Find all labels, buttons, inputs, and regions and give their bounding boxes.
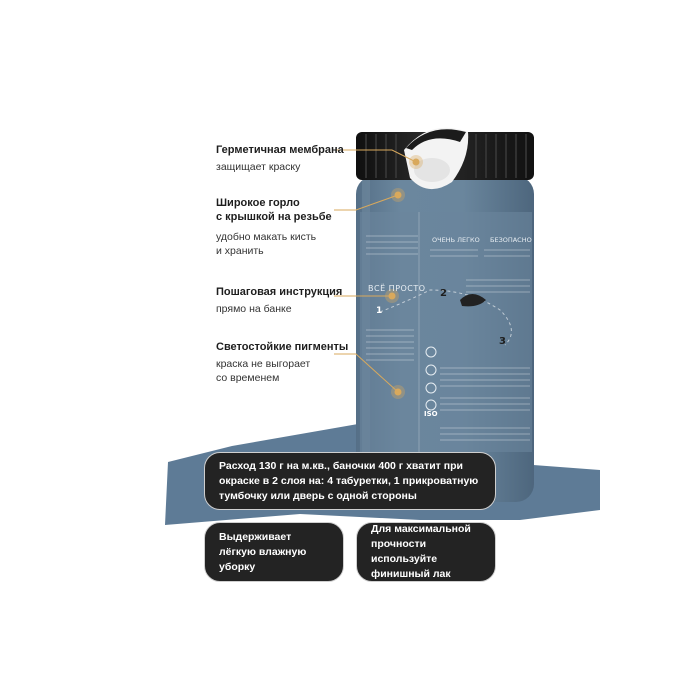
callout-pigments bbox=[216, 340, 348, 385]
step-2: 2 bbox=[440, 288, 447, 299]
consumption-box bbox=[204, 452, 496, 510]
callout-membrane bbox=[216, 143, 344, 174]
jar-label-col-right: БЕЗОПАСНО bbox=[490, 236, 532, 244]
iso-badge: ISO bbox=[424, 410, 438, 418]
callout-wide-neck-title: Широкое горло с крышкой на резьбе bbox=[216, 197, 332, 223]
callout-pigments-sub: краска не выгорает со временем bbox=[216, 358, 311, 384]
finish-lacquer-box bbox=[356, 522, 496, 582]
callout-instruction-sub: прямо на банке bbox=[216, 303, 292, 315]
step-1: 1 bbox=[376, 306, 383, 316]
callout-wide-neck-sub: удобно макать кисть и хранить bbox=[216, 231, 317, 257]
wet-cleaning-text: Выдерживает лёгкую влажную уборку bbox=[219, 530, 307, 573]
callout-instruction bbox=[216, 285, 342, 316]
callout-instruction-title: Пошаговая инструкция bbox=[216, 286, 343, 298]
jar-label-heading: ВСЁ ПРОСТО bbox=[368, 284, 426, 293]
step-3: 3 bbox=[499, 336, 506, 347]
callout-wide-neck bbox=[216, 196, 332, 258]
jar-label-col-left: ОЧЕНЬ ЛЕГКО bbox=[432, 236, 480, 244]
callout-membrane-title: Герметичная мембрана bbox=[216, 144, 344, 156]
wet-cleaning-box bbox=[204, 522, 344, 582]
finish-lacquer-text: Для максимальной прочности используйте финишный лак bbox=[371, 523, 471, 580]
callout-membrane-sub: защищает краску bbox=[216, 161, 301, 173]
callout-pigments-title: Светостойкие пигменты bbox=[216, 341, 349, 353]
consumption-text: Расход 130 г на м.кв., баночки 400 г хватит при окраске в 2 слоя на: 4 табуретки, 1 прикроватную тумбочку или дверь с одной стороны bbox=[219, 459, 479, 502]
